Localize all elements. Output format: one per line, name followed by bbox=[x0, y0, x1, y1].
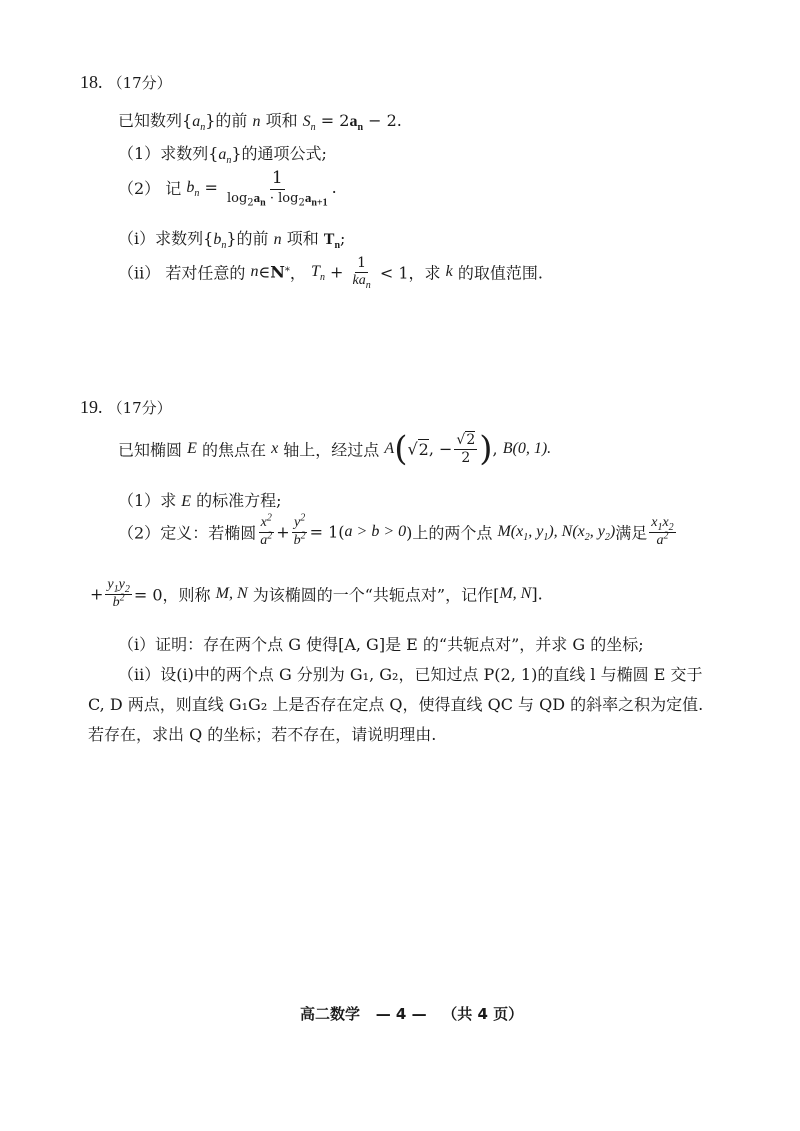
q19-y1y2-fraction: $\frac{y_1y_2}{b^2}$ bbox=[107, 577, 130, 610]
q19-cont-text: = 0，则称 bbox=[133, 585, 211, 605]
q19-sub-ii-text: C, D 两点，则直线 G₁G₂ 上是否存在定点 Q，使得直线 QC 与 QD 的斜率之积为定值. bbox=[88, 695, 704, 714]
q19-x1x2-fraction: $\frac{x_1x_2}{a^2}$ bbox=[651, 515, 674, 548]
q19-part2-cond: a > b > 0 bbox=[344, 523, 407, 541]
q18-stem-text: 项和 bbox=[265, 111, 298, 130]
q18-bn-denominator: $\log_2a_n \cdot \log_2a_{n+1}$ bbox=[226, 189, 328, 209]
q18-score: （17分） bbox=[107, 74, 172, 92]
q19-cont-text: 为该椭圆的一个“共轭点对”，记作[ bbox=[252, 585, 500, 605]
q19-sub-i-label: （i） bbox=[118, 635, 156, 654]
q18-bn-numerator: 1 bbox=[271, 168, 283, 188]
q18-stem-end: − 2. bbox=[368, 111, 402, 130]
q18-sub-i-end: ; bbox=[340, 229, 346, 248]
q19-score: （17分） bbox=[107, 399, 172, 417]
q18-number: 18. bbox=[80, 72, 103, 92]
q19-number: 19. bbox=[80, 397, 103, 417]
q19-sub-ii-label: （ii） bbox=[118, 665, 161, 684]
q18-bn-fraction bbox=[225, 168, 330, 209]
q18-part2-text: 记 bbox=[165, 179, 182, 199]
q19-stem-text: 轴上，经过点 bbox=[283, 440, 380, 460]
q19-stem-text: 已知椭圆 bbox=[118, 440, 183, 460]
footer-page-number: — 4 — bbox=[375, 1005, 427, 1023]
q19-part2-text: 满足 bbox=[615, 523, 648, 543]
q19-point-b: B(0, 1). bbox=[502, 440, 552, 457]
q18-sub-ii-lt: < 1，求 bbox=[379, 263, 441, 283]
q19-cont-end: ]. bbox=[531, 584, 543, 604]
q18-stem-text: 已知数列{ bbox=[118, 111, 193, 130]
q19-part1-text: 求 bbox=[160, 491, 177, 510]
q18-sub-ii: （ii） 若对任意的 n∈N*， $T_n$ + $\frac{1}{ka_n}$ < 1，求 k 的取值范围. bbox=[118, 255, 543, 291]
q19-sub-i bbox=[118, 632, 644, 655]
q18-plus: + bbox=[330, 262, 344, 282]
q18-comma: ， bbox=[289, 263, 306, 283]
q19-part2-text: 定义：若椭圆 bbox=[160, 523, 257, 543]
q18-natural-star: * bbox=[284, 266, 290, 278]
q18-stem: 已知数列$\{a_n\}$的前 n 项和 $S_n = 2a_n - 2$. bbox=[118, 111, 402, 134]
q19-sub-ii-line2 bbox=[88, 692, 703, 715]
q18-sub-ii-label: （ii） bbox=[118, 263, 161, 283]
q19-part2-eq: = 1( bbox=[309, 522, 345, 542]
q18-k-numerator: 1 bbox=[357, 255, 367, 271]
q18-sub-i-label: （i） bbox=[118, 229, 156, 248]
q18-sub-ii-text: 若对任意的 bbox=[165, 263, 246, 283]
q18-part1: （1）求数列$\{a_n\}$的通项公式; bbox=[118, 144, 327, 167]
q19-header bbox=[80, 397, 172, 418]
q18-in-symbol: ∈ bbox=[258, 262, 271, 282]
q18-part1-text: }的通项公式; bbox=[231, 144, 327, 163]
footer-total-pages: （共 4 页） bbox=[442, 1005, 524, 1023]
q19-sub-ii-text: 设(i)中的两个点 G 分别为 G₁, G₂，已知过点 P(2, 1)的直线 l 与椭圆 E 交于 bbox=[160, 665, 703, 684]
q19-sub-ii-line1 bbox=[118, 662, 702, 685]
q19-part1-label: （1） bbox=[118, 491, 161, 510]
q18-sub-i-text: 求数列{ bbox=[155, 229, 214, 248]
q18-sub-i-text: }的前 bbox=[226, 229, 269, 248]
q19-stem-text: 的焦点在 bbox=[201, 440, 266, 460]
q18-part2: （2） 记 $b_n$ = $\frac{1}{\log_2a_n \cdot \log_2a_{n+1}}$ . bbox=[118, 168, 337, 209]
q18-k-denominator: $ka_n$ bbox=[352, 272, 371, 291]
q19-sub-ii-text: 若存在，求出 Q 的坐标；若不存在，请说明理由. bbox=[88, 725, 437, 744]
q19-part1-text: 的标准方程; bbox=[196, 491, 282, 510]
q19-part1: （1）求 E 的标准方程; bbox=[118, 491, 282, 510]
q19-part2: （2）定义：若椭圆 $\frac{x^2}{a^2}$ + $\frac{y^2}{b^2}$ = 1(a > b > 0)上的两个点 $M(x_1$, $y_1$), $N(x_2$, $y_2$)满足 $\frac{x_1x_2}{a^2}$ bbox=[118, 512, 674, 548]
q18-sub-i: （i）求数列$\{b_n\}$的前 n 项和 $T_n$; bbox=[118, 229, 346, 252]
q19-x2-fraction: $\frac{x^2}{a^2}$ bbox=[260, 512, 273, 548]
q19-part2-text: )上的两个点 bbox=[406, 523, 493, 543]
q18-stem-text: }的前 bbox=[205, 111, 248, 130]
q19-stem: 已知椭圆 E 的焦点在 x 轴上，经过点 A(√2, − $\frac{√2}{2}$ ), B(0, 1). bbox=[118, 429, 552, 469]
q19-part2-cont: + $\frac{y_1y_2}{b^2}$ = 0，则称 M, N 为该椭圆的一个“共轭点对”，记作[M, N]. bbox=[90, 577, 543, 610]
q18-part1-text: 求数列{ bbox=[160, 144, 219, 163]
q18-stem-eq: = 2 bbox=[320, 111, 350, 130]
q19-sub-ii-line3 bbox=[88, 722, 436, 745]
q18-part2-eq: = bbox=[204, 178, 218, 198]
page-footer bbox=[300, 1003, 523, 1024]
q18-sub-ii-end: 的取值范围. bbox=[457, 263, 543, 283]
q18-part2-label: （2） bbox=[118, 179, 161, 199]
q18-k-fraction bbox=[351, 255, 373, 291]
q19-part2-label: （2） bbox=[118, 523, 161, 543]
q19-point-a-fraction: $\frac{√2}{2}$ bbox=[456, 431, 476, 466]
q18-part1-label: （1） bbox=[118, 144, 161, 163]
q18-header bbox=[80, 72, 172, 93]
q18-natural-set: N bbox=[270, 262, 285, 282]
q18-sub-i-text: 项和 bbox=[286, 229, 319, 248]
q19-sub-i-text: 证明：存在两个点 G 使得[A, G]是 E 的“共轭点对”，并求 G 的坐标; bbox=[155, 635, 644, 654]
footer-subject: 高二数学 bbox=[300, 1005, 361, 1023]
q19-y2-fraction: $\frac{y^2}{b^2}$ bbox=[293, 512, 306, 548]
